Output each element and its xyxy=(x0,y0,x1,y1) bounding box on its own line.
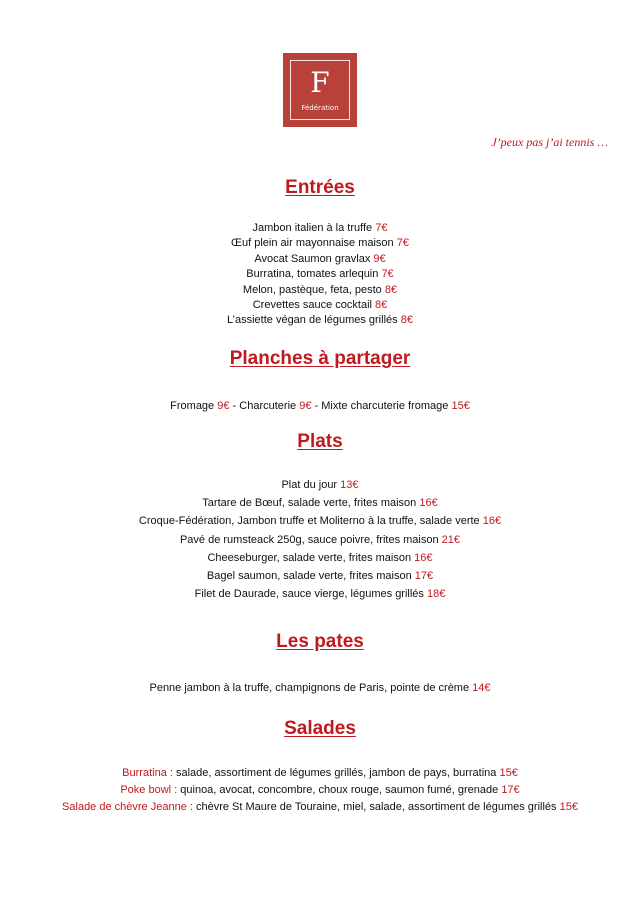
item-price: 14€ xyxy=(472,682,491,694)
entrees-list xyxy=(0,221,640,329)
item-price: 21€ xyxy=(441,533,461,546)
item-price: 16€ xyxy=(419,497,438,510)
menu-item xyxy=(0,494,640,512)
item-price: 18€ xyxy=(426,588,446,601)
item-price: 17€ xyxy=(414,570,434,583)
menu-item xyxy=(0,531,640,549)
menu-item xyxy=(0,252,640,267)
item-name: Jambon italien à la truffe xyxy=(252,222,373,234)
menu-item xyxy=(0,549,640,567)
item-name: Melon, pastèque, feta, pesto xyxy=(242,283,382,296)
logo-wordmark: Fédération xyxy=(301,104,339,112)
item-name: Œuf plein air mayonnaise maison xyxy=(231,237,394,250)
salad-name: Salade de chèvre Jeanne : xyxy=(62,801,193,813)
item-name: Penne jambon à la truffe, champignons de Paris, pointe de crème xyxy=(149,682,470,694)
salad-description: chèvre St Maure de Touraine, miel, salade, assortiment de légumes grillés xyxy=(195,801,557,813)
plats-list xyxy=(0,476,640,603)
item-price: 13€ xyxy=(340,479,359,491)
pates-line xyxy=(0,680,640,696)
section-title-planches: Planches à partager xyxy=(229,348,411,369)
item-name: Charcuterie xyxy=(239,400,297,412)
item-name: Crevettes sauce cocktail xyxy=(252,299,372,312)
item-name: Pavé de rumsteack 250g, sauce poivre, frites maison xyxy=(179,533,439,546)
item-name: Burratina, tomates arlequin xyxy=(246,268,379,281)
item-price: 9€ xyxy=(217,400,230,412)
item-name: Mixte charcuterie fromage xyxy=(321,400,449,412)
item-price: 15€ xyxy=(559,801,578,813)
federation-logo xyxy=(283,53,357,127)
item-price: 8€ xyxy=(400,314,413,327)
item-name: Bagel saumon, salade verte, frites maison xyxy=(206,570,412,583)
menu-item xyxy=(0,283,640,298)
logo-frame xyxy=(290,60,350,120)
salad-name: Poke bowl : xyxy=(120,784,178,796)
item-price: 7€ xyxy=(375,222,388,234)
item-price: 7€ xyxy=(381,268,394,281)
item-name: Tartare de Bœuf, salade verte, frites maison xyxy=(202,497,417,510)
salades-list xyxy=(0,765,640,816)
tagline: J’peux pas j’ai tennis … xyxy=(491,135,608,149)
menu-item xyxy=(0,313,640,328)
separator: - xyxy=(229,400,240,412)
separator: - xyxy=(311,400,322,412)
item-price: 16€ xyxy=(482,515,502,528)
item-price: 8€ xyxy=(375,299,388,312)
logo-mark: F xyxy=(310,66,330,99)
menu-item xyxy=(0,221,640,236)
item-name: Filet de Daurade, sauce vierge, légumes grillés xyxy=(194,588,424,601)
section-title-plats: Plats xyxy=(297,431,343,452)
salad-description: salade, assortiment de légumes grillés, jambon de pays, burratina xyxy=(175,767,497,779)
menu-item xyxy=(0,267,640,282)
salad-name: Burratina : xyxy=(122,767,173,779)
item-price: 7€ xyxy=(396,237,409,250)
item-name: Plat du jour xyxy=(281,479,338,491)
item-price: 16€ xyxy=(414,551,433,564)
menu-item xyxy=(0,236,640,251)
section-title-salades: Salades xyxy=(284,718,356,739)
item-price: 17€ xyxy=(501,784,520,796)
section-title-entrees: Entrées xyxy=(285,177,355,198)
menu-item xyxy=(0,782,640,799)
salad-description: quinoa, avocat, concombre, choux rouge, saumon fumé, grenade xyxy=(180,784,499,796)
item-price: 8€ xyxy=(384,283,398,296)
menu-item xyxy=(0,799,640,816)
item-name: Cheeseburger, salade verte, frites maison xyxy=(207,551,412,564)
section-title-pates: Les pates xyxy=(276,631,364,652)
planches-line xyxy=(0,398,640,414)
item-name: Avocat Saumon gravlax xyxy=(254,252,371,265)
menu-item xyxy=(0,512,640,530)
item-price: 9€ xyxy=(299,400,312,412)
item-price: 9€ xyxy=(373,252,386,265)
item-name: Croque-Fédération, Jambon truffe et Moliterno à la truffe, salade verte xyxy=(138,515,480,528)
menu-item xyxy=(0,765,640,782)
item-name: L’assiette végan de légumes grillés xyxy=(227,314,398,327)
item-price: 15€ xyxy=(451,400,470,412)
menu-item xyxy=(0,567,640,585)
menu-item xyxy=(0,585,640,603)
item-name: Fromage xyxy=(170,400,215,412)
item-price: 15€ xyxy=(499,767,518,779)
menu-item xyxy=(0,298,640,313)
menu-item xyxy=(0,476,640,494)
